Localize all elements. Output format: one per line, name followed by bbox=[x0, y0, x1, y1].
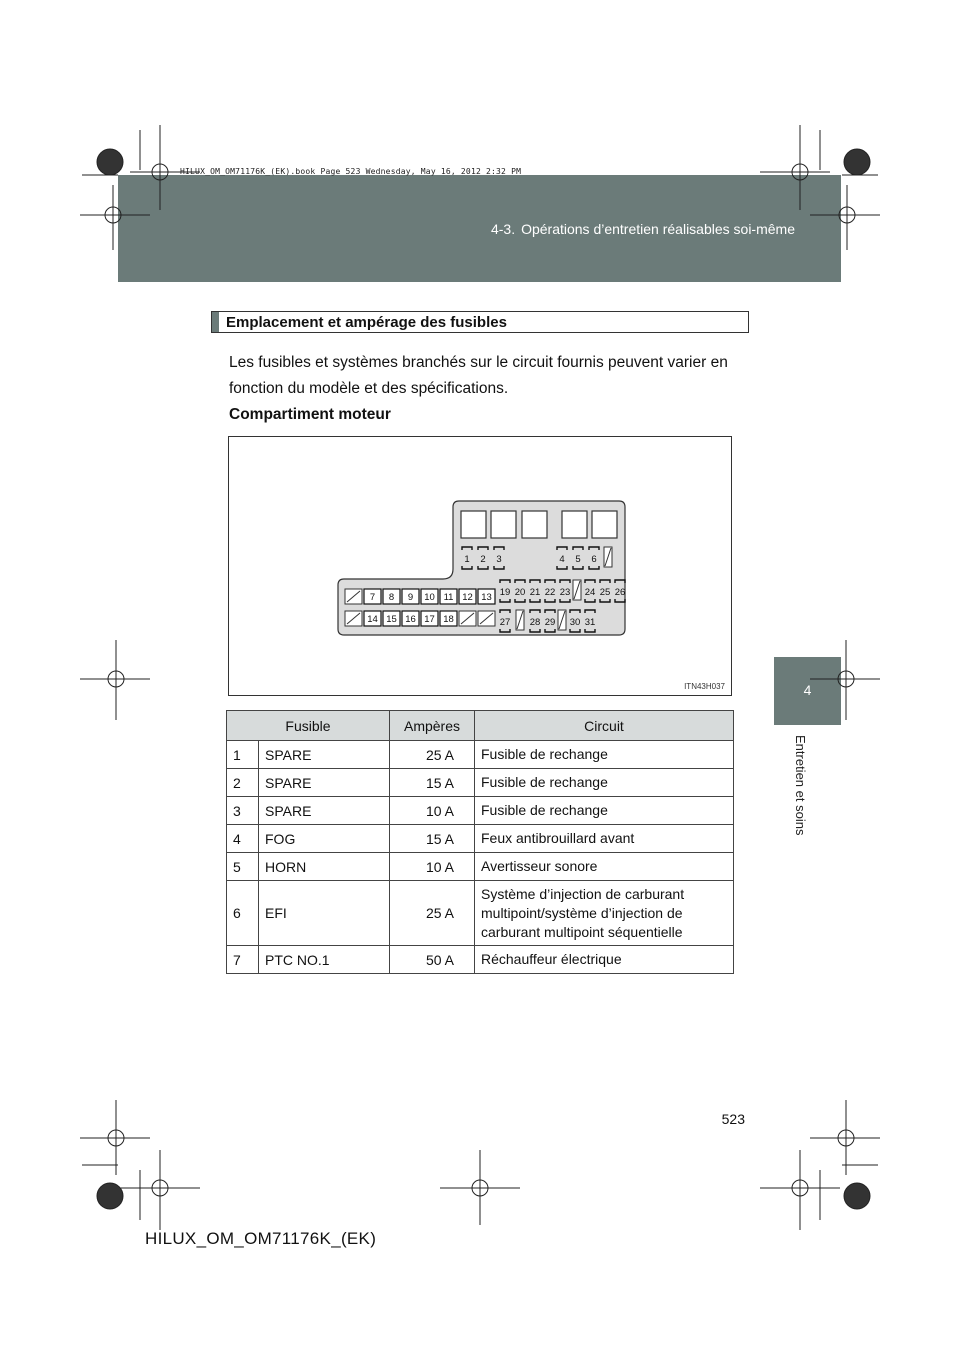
fuse-number: 3 bbox=[227, 797, 259, 825]
fuse-label: 5 bbox=[575, 554, 581, 565]
fuse-label: 31 bbox=[584, 617, 596, 628]
relay-slot bbox=[562, 511, 587, 538]
fuse-label: 28 bbox=[529, 617, 541, 628]
fuse-number: 5 bbox=[227, 853, 259, 881]
section-title-box bbox=[211, 311, 749, 333]
fuse-label: 16 bbox=[405, 614, 416, 625]
footer-doc-code: HILUX_OM_OM71176K_(EK) bbox=[145, 1229, 377, 1248]
fuse-name: HORN bbox=[259, 853, 390, 881]
fuse-amps: 25 A bbox=[390, 741, 475, 769]
col-amps: Ampères bbox=[390, 711, 475, 741]
table-row bbox=[227, 946, 734, 974]
figure-code: ITN43H037 bbox=[684, 682, 725, 691]
fuse-label: 20 bbox=[514, 587, 526, 598]
fuse-number: 4 bbox=[227, 825, 259, 853]
fuse-label: 29 bbox=[544, 617, 556, 628]
fuse-label: 13 bbox=[481, 592, 492, 603]
fuse-number: 1 bbox=[227, 741, 259, 769]
fuse-label: 12 bbox=[462, 592, 473, 603]
fuse-label: 9 bbox=[407, 592, 414, 603]
fuse-label: 26 bbox=[614, 587, 626, 598]
table-row bbox=[227, 881, 734, 946]
fuse-label: 11 bbox=[443, 592, 454, 603]
subheading: Compartiment moteur bbox=[229, 406, 391, 423]
fuse-label: 17 bbox=[424, 614, 435, 625]
fuse-label: 3 bbox=[496, 554, 502, 565]
col-circuit: Circuit bbox=[475, 711, 734, 741]
fuse-circuit: Avertisseur sonore bbox=[475, 853, 734, 881]
header-section bbox=[491, 221, 795, 237]
relay-slot bbox=[491, 511, 516, 538]
fuse-box-diagram bbox=[229, 437, 733, 697]
fuse-amps: 10 A bbox=[390, 797, 475, 825]
fuse-label: 24 bbox=[584, 587, 596, 598]
chapter-tab: 4 bbox=[774, 657, 841, 725]
fuse-label: 8 bbox=[388, 592, 395, 603]
fuse-label: 22 bbox=[544, 587, 556, 598]
fuse-label: 18 bbox=[443, 614, 454, 625]
fuse-amps: 10 A bbox=[390, 853, 475, 881]
intro-paragraph: Les fusibles et systèmes branchés sur le circuit fournis peuvent varier en fonction du modèle et des spécifications. bbox=[229, 354, 728, 397]
chapter-tab-label: Entretien et soins bbox=[793, 735, 808, 836]
fuse-circuit: Fusible de rechange bbox=[475, 797, 734, 825]
fuse-label: 1 bbox=[464, 554, 470, 565]
section-title: Emplacement et ampérage des fusibles bbox=[226, 314, 507, 331]
fuse-label: 2 bbox=[480, 554, 486, 565]
table-header-row bbox=[227, 711, 734, 741]
fuse-label: 14 bbox=[367, 614, 378, 625]
header-section-number: 4-3. bbox=[490, 221, 516, 237]
page-number: 523 bbox=[721, 1111, 745, 1127]
relay-slot bbox=[592, 511, 617, 538]
fuse-circuit: Système d’injection de carburant multipoint/système d’injection de carburant multipoint séquentielle bbox=[475, 881, 734, 946]
fuse-label: 23 bbox=[559, 587, 571, 598]
fuse-amps: 50 A bbox=[390, 946, 475, 974]
fuse-label: 6 bbox=[591, 554, 597, 565]
relay-slot bbox=[461, 511, 486, 538]
fuse-label: 7 bbox=[369, 592, 376, 603]
table-row bbox=[227, 825, 734, 853]
chapter-header bbox=[118, 175, 841, 282]
fuse-circuit: Feux antibrouillard avant bbox=[475, 825, 734, 853]
fuse-circuit: Fusible de rechange bbox=[475, 769, 734, 797]
fuse-amps: 15 A bbox=[390, 825, 475, 853]
col-fuse: Fusible bbox=[227, 711, 390, 741]
fuse-label: 4 bbox=[559, 554, 565, 565]
fuse-label: 15 bbox=[386, 614, 397, 625]
table-row bbox=[227, 797, 734, 825]
fuse-name: SPARE bbox=[259, 769, 390, 797]
fuse-name: FOG bbox=[259, 825, 390, 853]
fuse-name: PTC NO.1 bbox=[259, 946, 390, 974]
fuse-table bbox=[226, 710, 734, 974]
fuse-number: 2 bbox=[227, 769, 259, 797]
section-title-bar bbox=[212, 312, 219, 332]
fuse-number: 6 bbox=[227, 881, 259, 946]
table-row bbox=[227, 853, 734, 881]
fuse-amps: 15 A bbox=[390, 769, 475, 797]
header-section-title: Opérations d’entretien réalisables soi-même bbox=[521, 221, 795, 237]
fuse-label: 19 bbox=[499, 587, 511, 598]
fuse-circuit: Réchauffeur électrique bbox=[475, 946, 734, 974]
fuse-name: SPARE bbox=[259, 797, 390, 825]
fuse-label: 30 bbox=[569, 617, 581, 628]
fuse-number: 7 bbox=[227, 946, 259, 974]
fuse-label: 21 bbox=[529, 587, 541, 598]
relay-slot bbox=[522, 511, 547, 538]
fuse-label: 27 bbox=[499, 617, 511, 628]
table-row bbox=[227, 741, 734, 769]
fuse-amps: 25 A bbox=[390, 881, 475, 946]
fuse-label: 25 bbox=[599, 587, 611, 598]
fuse-box-figure bbox=[228, 436, 732, 696]
fuse-name: EFI bbox=[259, 881, 390, 946]
table-row bbox=[227, 769, 734, 797]
book-ribbon: HILUX_OM_OM71176K_(EK).book Page 523 Wednesday, May 16, 2012 2:32 PM bbox=[180, 167, 522, 176]
fuse-label: 10 bbox=[424, 592, 435, 603]
fuse-name: SPARE bbox=[259, 741, 390, 769]
fuse-circuit: Fusible de rechange bbox=[475, 741, 734, 769]
